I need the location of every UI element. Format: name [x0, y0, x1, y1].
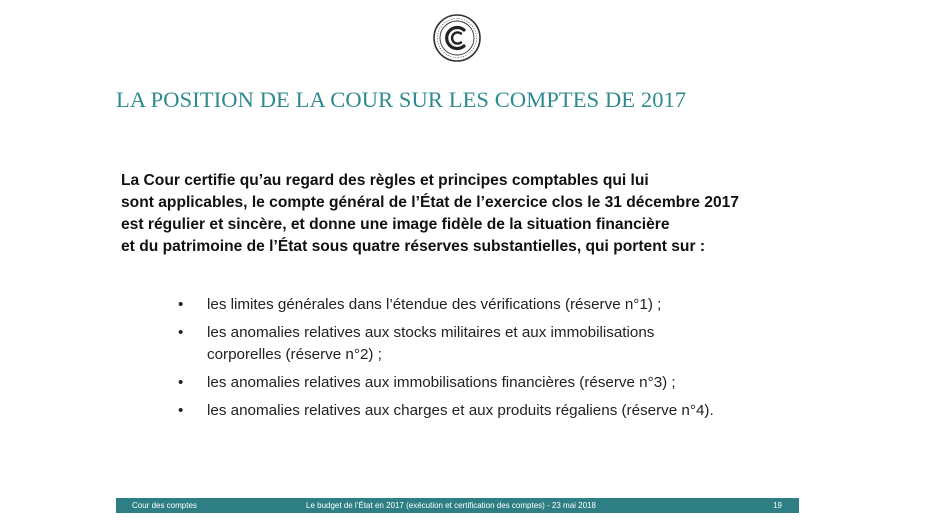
list-item-text: corporelles (réserve n°2) ; [207, 346, 382, 363]
statement-line: sont applicables, le compte général de l’État de l’exercice clos le 31 décembre 2017 [121, 194, 739, 211]
statement-line: et du patrimoine de l’État sous quatre réserves substantielles, qui portent sur : [121, 238, 706, 255]
footer-bar [116, 498, 799, 513]
certification-statement [121, 170, 811, 258]
statement-line: La Cour certifie qu’au regard des règles et principes comptables qui lui [121, 172, 649, 189]
list-item [178, 372, 818, 394]
bullet-icon: • [178, 296, 184, 313]
statement-line: est régulier et sincère, et donne une image fidèle de la situation financière [121, 216, 670, 233]
bullet-icon: • [178, 402, 184, 419]
list-item [178, 322, 818, 366]
list-item [178, 294, 818, 316]
cour-des-comptes-logo-icon [433, 14, 481, 62]
list-item-text: les anomalies relatives aux charges et aux produits régaliens (réserve n°4). [207, 402, 714, 419]
footer-organization: Cour des comptes [132, 501, 197, 510]
list-item-text: les limites générales dans l’étendue des vérifications (réserve n°1) ; [207, 296, 662, 313]
list-item-text: les anomalies relatives aux stocks militaires et aux immobilisations [207, 324, 655, 341]
page-title: LA POSITION DE LA COUR SUR LES COMPTES DE 2017 [116, 87, 687, 112]
list-item-text: les anomalies relatives aux immobilisations financières (réserve n°3) ; [207, 374, 676, 391]
footer-presentation-title: Le budget de l’État en 2017 (exécution et certification des comptes) - 23 mai 2018 [306, 501, 596, 510]
bullet-icon: • [178, 374, 184, 391]
reserves-list [178, 294, 818, 428]
seal-icon [433, 14, 481, 62]
list-item [178, 400, 818, 422]
bullet-icon: • [178, 324, 184, 341]
page-number: 19 [773, 501, 782, 510]
